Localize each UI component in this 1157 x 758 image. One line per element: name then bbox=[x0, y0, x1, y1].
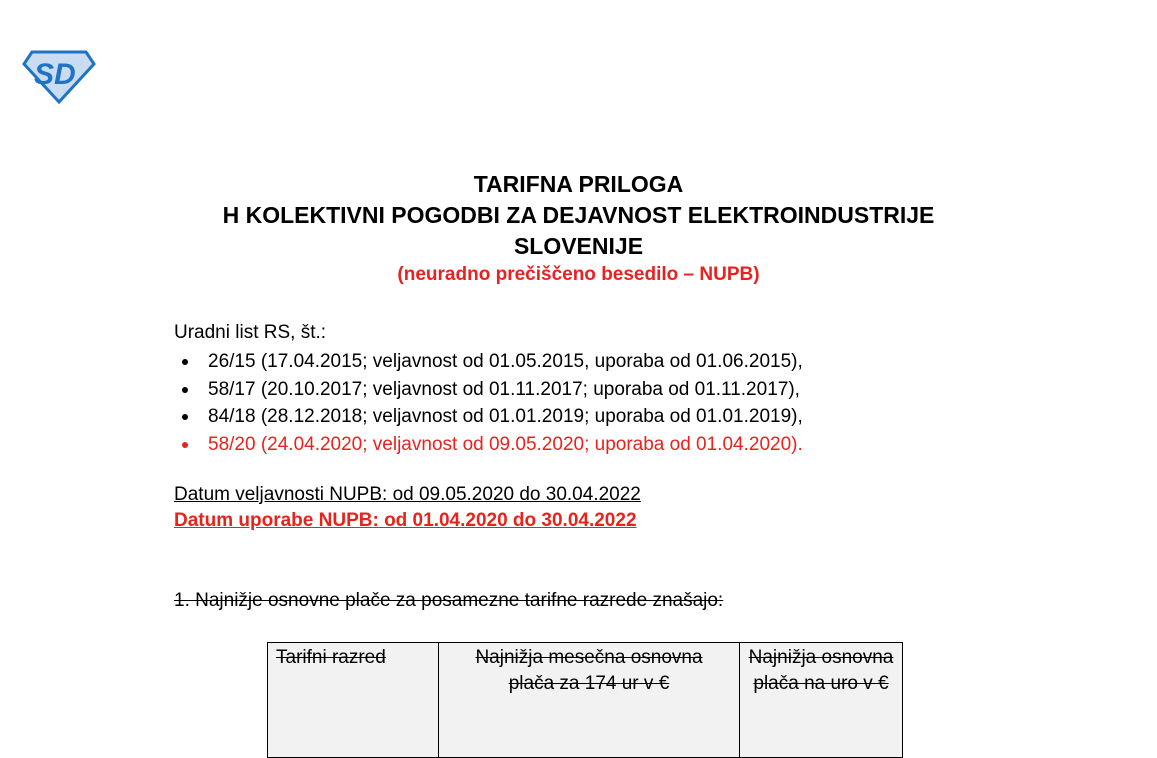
list-item bbox=[174, 376, 803, 404]
usage-date: Datum uporabe NUPB: od 01.04.2020 do 30.04.2022 bbox=[174, 510, 637, 531]
wage-table bbox=[267, 642, 903, 758]
bullet-icon bbox=[182, 359, 188, 365]
section-1-heading: 1. Najnižje osnovne plače za posamezne tarifne razrede znašajo: bbox=[174, 590, 724, 611]
list-item-text: 58/20 (24.04.2020; veljavnost od 09.05.2020; uporaba od 01.04.2020). bbox=[208, 433, 803, 455]
gazette-label: Uradni list RS, št.: bbox=[174, 322, 327, 343]
list-item-text: 84/18 (28.12.2018; veljavnost od 01.01.2019; uporaba od 01.01.2019), bbox=[208, 406, 803, 427]
title-line-3: SLOVENIJE bbox=[513, 233, 644, 259]
validity-date: Datum veljavnosti NUPB: od 09.05.2020 do 30.04.2022 bbox=[174, 484, 641, 505]
title-line-1: TARIFNA PRILOGA bbox=[473, 171, 684, 197]
list-item bbox=[174, 431, 803, 459]
list-item-text: 58/17 (20.10.2017; veljavnost od 01.11.2017; uporaba od 01.11.2017), bbox=[208, 378, 800, 400]
bullet-icon bbox=[182, 387, 188, 393]
title-line-2: H KOLEKTIVNI POGODBI ZA DEJAVNOST ELEKTROINDUSTRIJE bbox=[222, 202, 935, 228]
list-item bbox=[174, 403, 803, 431]
header-monthly-wage: Najnižja mesečna osnovna plača za 174 ur v € bbox=[439, 643, 740, 758]
table-header-row bbox=[268, 643, 903, 758]
svg-text:SD: SD bbox=[34, 58, 76, 91]
gazette-list bbox=[174, 348, 803, 458]
subtitle: (neuradno prečiščeno besedilo – NUPB) bbox=[397, 264, 760, 285]
header-tariff-class: Tarifni razred bbox=[268, 643, 439, 758]
list-item-text: 26/15 (17.04.2015; veljavnost od 01.05.2015, uporaba od 01.06.2015), bbox=[208, 351, 803, 372]
bullet-icon bbox=[182, 414, 188, 420]
bullet-icon bbox=[182, 442, 188, 448]
list-item bbox=[174, 348, 803, 376]
header-hourly-wage: Najnižja osnovna plača na uro v € bbox=[740, 643, 903, 758]
logo bbox=[22, 48, 96, 104]
